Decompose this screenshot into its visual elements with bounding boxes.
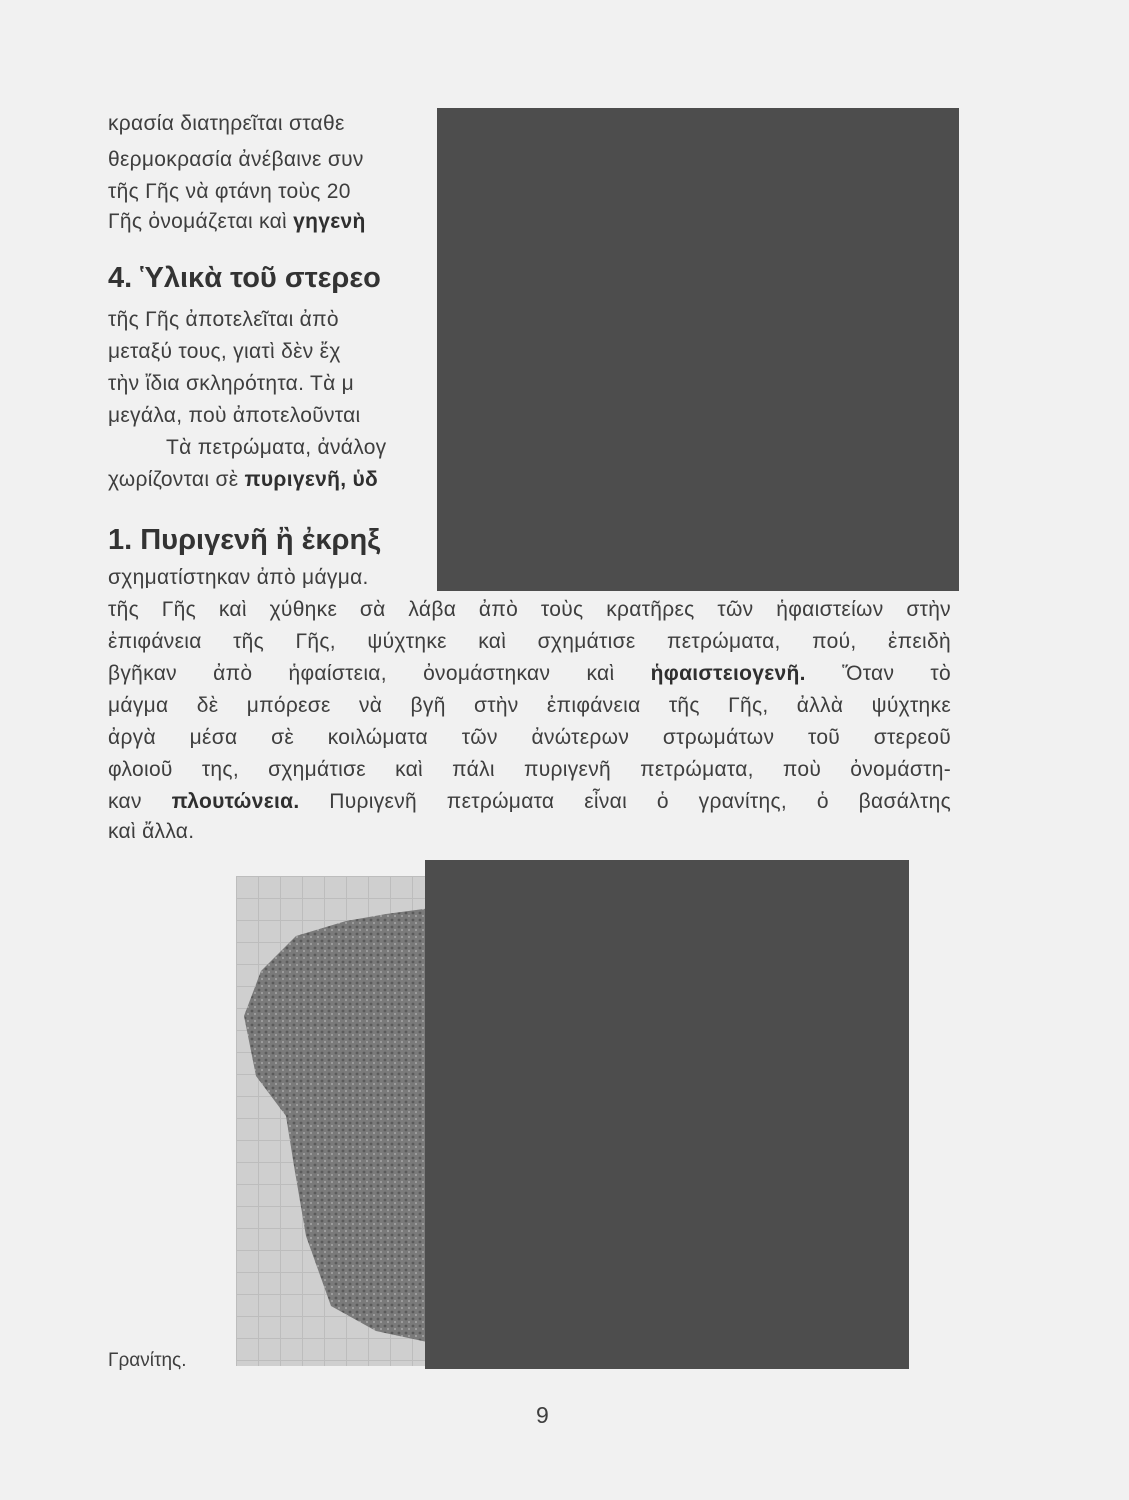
text-line: μάγμα δὲ μπόρεσε νὰ βγῆ στὴν ἐπιφάνεια τῆς Γῆς, ἀλλὰ ψύχτηκε — [108, 694, 951, 717]
redaction-block — [437, 108, 959, 591]
text-line — [108, 210, 366, 234]
figure-caption: Γρανίτης. — [108, 1350, 187, 1371]
bold-term: πλουτώνεια. — [171, 790, 300, 813]
text-fragment: βγῆκαν ἀπὸ ἡφαίστεια, ὀνομάστηκαν καὶ — [108, 662, 615, 685]
text-line: θερμοκρασία ἀνέβαινε συν — [108, 148, 364, 171]
text-fragment: Γῆς ὀνομάζεται καὶ — [108, 210, 288, 233]
text-fragment: Πυριγενῆ πετρώματα εἶναι ὁ γρανίτης, ὁ βασάλτης — [329, 790, 951, 813]
text-line: μεταξύ τους, γιατὶ δὲν ἔχ — [108, 340, 341, 363]
bold-term: πυριγενῆ, ὑδ — [244, 468, 379, 491]
subsection-heading: 1. Πυριγενῆ ἢ ἐκρηξ — [108, 524, 381, 556]
text-fragment: καν — [108, 790, 142, 813]
text-line: μεγάλα, ποὺ ἀποτελοῦνται — [108, 404, 361, 427]
text-line: καὶ ἄλλα. — [108, 820, 195, 843]
text-line: τὴν ἴδια σκληρότητα. Τὰ μ — [108, 372, 355, 395]
text-line: ἀργὰ μέσα σὲ κοιλώματα τῶν ἀνώτερων στρωμάτων τοῦ στερεοῦ — [108, 726, 951, 749]
bold-term: ἡφαιστειογενῆ. — [650, 662, 806, 685]
text-line: τῆς Γῆς νὰ φτάνη τοὺς 20 — [108, 180, 351, 203]
bold-term: γηγενὴ — [293, 210, 366, 233]
granite-rock-image — [236, 876, 446, 1366]
text-line: τῆς Γῆς ἀποτελεῖται ἀπὸ — [108, 308, 339, 331]
text-line: τῆς Γῆς καὶ χύθηκε σὰ λάβα ἀπὸ τοὺς κρατῆρες τῶν ἡφαιστείων στὴν — [108, 598, 951, 621]
page-number: 9 — [536, 1402, 549, 1428]
text-line: σχηματίστηκαν ἀπὸ μάγμα. — [108, 566, 369, 589]
text-line — [108, 790, 951, 814]
text-line: κρασία διατηρεῖται σταθε — [108, 112, 345, 135]
text-fragment: Ὅταν τὸ — [841, 662, 952, 685]
redaction-block — [425, 860, 909, 1369]
text-line: φλοιοῦ της, σχημάτισε καὶ πάλι πυριγενῆ πετρώματα, ποὺ ὀνομάστη- — [108, 758, 951, 781]
text-line: ἐπιφάνεια τῆς Γῆς, ψύχτηκε καὶ σχημάτισε πετρώματα, πού, ἐπειδὴ — [108, 630, 951, 653]
text-line: Τὰ πετρώματα, ἀνάλογ — [166, 436, 387, 459]
text-line — [108, 468, 378, 492]
text-fragment: χωρίζονται σὲ — [108, 468, 239, 491]
text-line — [108, 662, 951, 686]
granite-photo — [236, 876, 446, 1366]
section-heading: 4. Ὑλικὰ τοῦ στερεο — [108, 262, 381, 294]
